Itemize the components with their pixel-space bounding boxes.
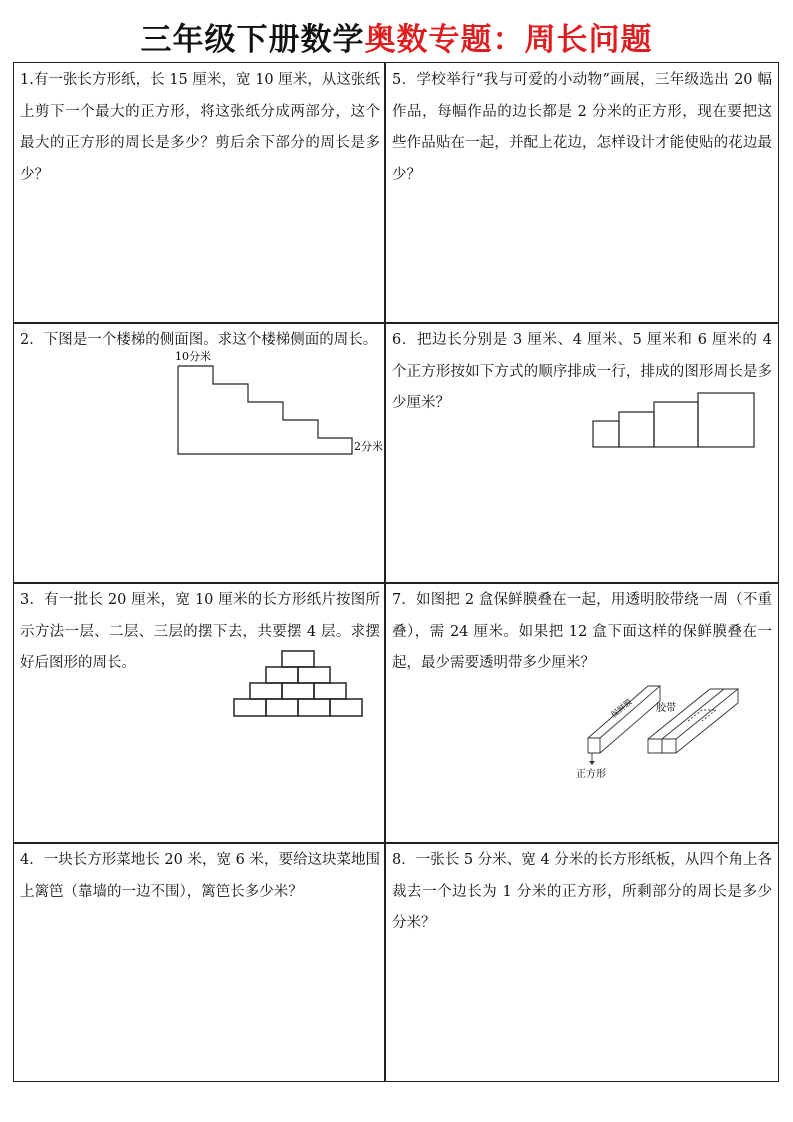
square-4cm — [619, 412, 654, 447]
problem-1-text: 1.有一张长方形纸，长 15 厘米，宽 10 厘米，从这张纸上剪下一个最大的正方形，将这张纸分成两部分，这个最大的正方形的周长是多少？剪后余下部分的周长是多少？ — [20, 72, 380, 183]
grid-row-divider-2 — [13, 582, 779, 584]
square-5cm — [654, 402, 698, 447]
problem-3-text: 3．有一批长 20 厘米，宽 10 厘米的长方形纸片按图所示方法一层、二层、三层的摆下去，共要摆 4 层。求摆好后图形的周长。 — [20, 592, 380, 671]
staircase-label-right: 2分米 — [354, 440, 383, 453]
stack-end-right — [662, 739, 676, 753]
problem-7 — [392, 585, 772, 680]
problem-4-text: 4．一块长方形菜地长 20 米，宽 6 米，要给这块菜地围上篱笆（靠墙的一边不围），篱笆长多少米？ — [20, 852, 380, 900]
tape-band — [688, 710, 716, 721]
brick — [298, 667, 330, 683]
box-label: 保鲜膜 — [609, 697, 634, 720]
brick — [266, 667, 298, 683]
title-part-1: 三年级下册数学 — [140, 22, 365, 58]
grid-row-divider-1 — [13, 322, 779, 324]
stack-divider — [662, 689, 724, 739]
tape-label: 胶带 — [656, 703, 676, 714]
problem-2-text: 2．下图是一个楼梯的侧面图。求这个楼梯侧面的周长。 — [20, 332, 378, 348]
brick — [314, 683, 346, 699]
square-label: 正方形 — [576, 769, 606, 780]
problem-1 — [20, 65, 380, 191]
brick-pyramid-figure — [230, 648, 366, 722]
stack-end-left — [648, 739, 662, 753]
problem-7-text: 7．如图把 2 盒保鲜膜叠在一起，用透明胶带绕一周（不重叠），需 24 厘米。如果把 12 盒下面这样的保鲜膜叠在一起，最少需要透明带多少厘米？ — [392, 592, 772, 671]
problem-6-text: 6．把边长分别是 3 厘米、4 厘米、5 厘米和 6 厘米的 4 个正方形按如下方式的顺序排成一行，排成的图形周长是多少厘米？ — [392, 332, 772, 411]
problem-5-text: 5．学校举行“我与可爱的小动物”画展，三年级选出 20 幅作品，每幅作品的边长都是 2 分米的正方形，现在要把这些作品贴在一起，并配上花边，怎样设计才能使贴的花边最少？ — [392, 72, 772, 183]
brick — [250, 683, 282, 699]
stack-side-face — [676, 689, 738, 753]
wrap-boxes-figure — [570, 683, 740, 783]
square-3cm — [593, 421, 619, 447]
problem-4 — [20, 845, 380, 908]
grid-vertical-divider — [384, 62, 386, 1082]
grid-row-divider-3 — [13, 842, 779, 844]
squares-row-figure — [590, 388, 765, 452]
brick — [266, 699, 298, 716]
title-part-2: 奥数专题：周长问题 — [364, 22, 653, 58]
staircase-outline — [178, 366, 352, 454]
brick — [330, 699, 362, 716]
square-6cm — [698, 393, 754, 447]
pointer-arrow-icon — [589, 761, 595, 765]
brick — [282, 683, 314, 699]
problem-8-text: 8．一张长 5 分米、宽 4 分米的长方形纸板，从四个角上各裁去一个边长为 1 分米的正方形，所剩部分的周长是多少分米？ — [392, 852, 772, 931]
brick — [298, 699, 330, 716]
problem-5 — [392, 65, 772, 191]
page-title — [0, 18, 793, 62]
brick — [234, 699, 266, 716]
box-end-square — [588, 738, 600, 753]
staircase-label-top: 10分米 — [175, 350, 211, 363]
brick — [282, 651, 314, 667]
staircase-figure — [170, 346, 385, 458]
problem-8 — [392, 845, 772, 940]
